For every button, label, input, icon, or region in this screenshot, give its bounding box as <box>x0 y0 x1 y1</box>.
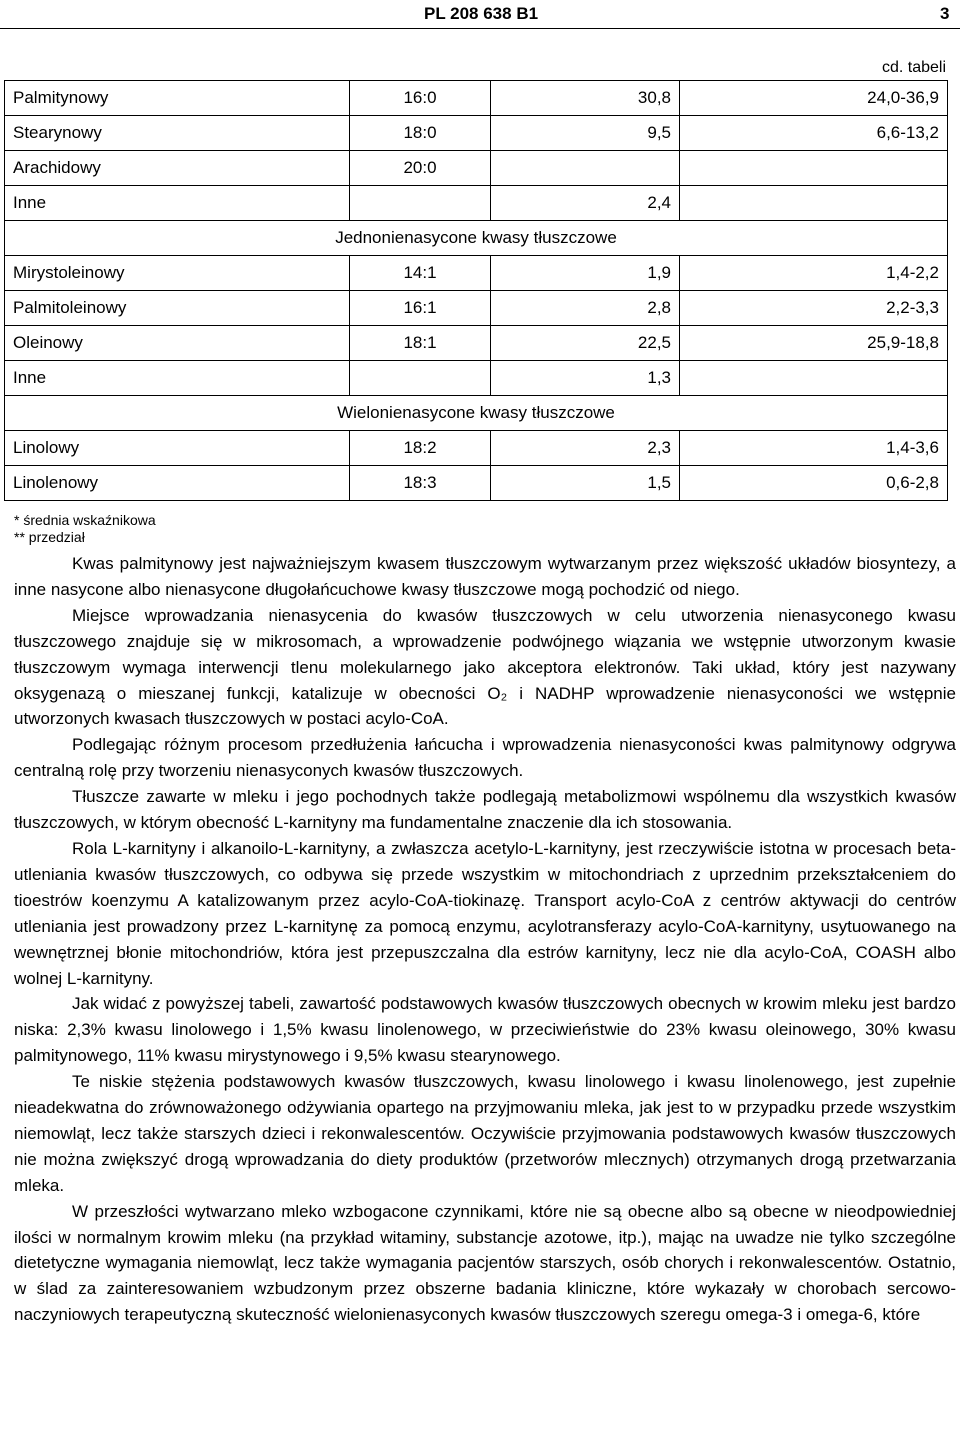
acid-name-cell: Palmitynowy <box>5 81 350 116</box>
section-label: Jednonienasycone kwasy tłuszczowe <box>5 221 948 256</box>
mean-value-cell: 2,4 <box>491 186 680 221</box>
carbon-code-cell: 18:3 <box>349 466 490 501</box>
acid-name-cell: Stearynowy <box>5 116 350 151</box>
acid-name-cell: Oleinowy <box>5 326 350 361</box>
mean-value-cell: 1,9 <box>491 256 680 291</box>
acid-name-cell: Palmitoleinowy <box>5 291 350 326</box>
acid-name-cell: Inne <box>5 361 350 396</box>
mean-value-cell: 2,3 <box>491 431 680 466</box>
paragraph: Te niskie stężenia podstawowych kwasów tłuszczowych, kwasu linolowego i kwasu linolenowego, jest zupełnie nieadekwatna do zrównoważonego odżywiania opartego na przyjmowaniu mleka, jak jest to w przypadku przede wszystkim niemowląt, lecz także starszych dzieci i rekonwalescentów. Oczywiście przyjmowania podstawowych kwasów tłuszczowych nie można zwiększyć drogą wprowadzania do diety produktów (przetworów mlecznych) otrzymanych drogą przetwarzania mleka. <box>14 1072 956 1195</box>
range-cell: 1,4-2,2 <box>680 256 948 291</box>
acid-name-cell: Inne <box>5 186 350 221</box>
paragraph: Rola L-karnityny i alkanoilo-L-karnityny, a zwłaszcza acetylo-L-karnityny, jest rzeczywiście istotna w procesach beta-utleniania kwasów tłuszczowych, co odbywa się przede wszystkim w mitochondriach z uprzednim przekształceniem do tioestrów koenzymu A katalizowanym przez acylo-CoA-tiokinazę. Transport acylo-CoA z centrów aktywacji do centrów utleniania jest prowadzony przez L-karnitynę za pomocą enzymu, acylotransferazy acylo-CoA-karnityny, usytuowanego na wewnętrznej błonie mitochondriów, która jest przepuszczalna dla estrów karnityny, lecz nie dla acylo-CoA, COASH albo wolnej L-karnityny. <box>14 838 956 988</box>
acid-name-cell: Linolowy <box>5 431 350 466</box>
acid-name-cell: Mirystoleinowy <box>5 256 350 291</box>
footnote-average: * średnia wskaźnikowa <box>14 512 156 528</box>
mean-value-cell: 1,5 <box>491 466 680 501</box>
range-cell <box>680 361 948 396</box>
patent-number: PL 208 638 B1 <box>424 4 539 23</box>
carbon-code-cell: 18:1 <box>349 326 490 361</box>
paragraph: Miejsce wprowadzania nienasycenia do kwasów tłuszczowych w celu utworzenia nienasyconego kwasu tłuszczowego znajduje się w mikrosomach, a wprowadzenie podwójnego wiązania we wstępnie utworzonym kwasie tłuszczowym wymaga interwencji tlenu molekularnego jako akceptora elektronów. Taki układ, który jest nazywany oksygenazą o mieszanej funkcji, katalizuje w obecności O₂ i NADHP wprowadzenie nienasyconości we wstępnie utworzonych kwasach tłuszczowych w postaci acylo-CoA. <box>14 605 956 729</box>
carbon-code-cell: 18:0 <box>349 116 490 151</box>
carbon-code-cell: 16:0 <box>349 81 490 116</box>
mean-value-cell: 2,8 <box>491 291 680 326</box>
carbon-code-cell: 18:2 <box>349 431 490 466</box>
range-cell: 0,6-2,8 <box>680 466 948 501</box>
paragraph: Podlegając różnym procesom przedłużenia łańcucha i wprowadzenia nienasyconości kwas palmitynowy odgrywa centralną rolę przy tworzeniu nienasyconych kwasów tłuszczowych. <box>14 735 956 781</box>
table-continuation-label: cd. tabeli <box>881 59 946 76</box>
paragraph: W przeszłości wytwarzano mleko wzbogacone czynnikami, które nie są obecne albo są obecne w nieodpowiedniej ilości w normalnym krowim mleku (na przykład witaminy, substancje azotowe, itp.), mając na uwadze nie tylko szczególne dietetyczne wymagania niemowląt, lecz także wymagania pacjentów starszych, osób chorych i rekonwalescentów. Ostatnio, w ślad za zainteresowaniem wzbudzonym przez obszerne badania kliniczne, które wykazały w chorobach sercowo-naczyniowych terapeutyczną skuteczność wielonienasyconych kwasów tłuszczowych szeregu omega-3 i omega-6, które <box>14 1201 956 1325</box>
mean-value-cell: 22,5 <box>491 326 680 361</box>
range-cell: 6,6-13,2 <box>680 116 948 151</box>
paragraph: Tłuszcze zawarte w mleku i jego pochodnych także podlegają metabolizmowi wspólnemu dla wszystkich kwasów tłuszczowych, w którym obecność L-karnityny ma fundamentalne znaczenie dla ich stosowania. <box>14 787 956 833</box>
range-cell <box>680 151 948 186</box>
table-row <box>5 466 948 501</box>
range-cell: 25,9-18,8 <box>680 326 948 361</box>
table-row <box>5 431 948 466</box>
carbon-code-cell: 14:1 <box>349 256 490 291</box>
range-cell <box>680 186 948 221</box>
fatty-acid-table <box>4 80 948 501</box>
range-cell: 2,2-3,3 <box>680 291 948 326</box>
page-number: 3 <box>940 4 950 23</box>
table-row <box>5 361 948 396</box>
body-text <box>14 551 956 1328</box>
acid-name-cell: Arachidowy <box>5 151 350 186</box>
range-cell: 1,4-3,6 <box>680 431 948 466</box>
table-section-row <box>5 221 948 256</box>
carbon-code-cell: 16:1 <box>349 291 490 326</box>
mean-value-cell: 30,8 <box>491 81 680 116</box>
footnote-range: ** przedział <box>14 529 85 545</box>
mean-value-cell: 9,5 <box>491 116 680 151</box>
table-row <box>5 116 948 151</box>
carbon-code-cell <box>349 186 490 221</box>
acid-name-cell: Linolenowy <box>5 466 350 501</box>
table-row <box>5 186 948 221</box>
section-label: Wielonienasycone kwasy tłuszczowe <box>5 396 948 431</box>
table-row <box>5 81 948 116</box>
carbon-code-cell: 20:0 <box>349 151 490 186</box>
table-row <box>5 151 948 186</box>
paragraph: Kwas palmitynowy jest najważniejszym kwasem tłuszczowym wytwarzanym przez większość układów biosyntezy, a inne nasycone albo nienasycone długołańcuchowe kwasy tłuszczowe mogą pochodzić od niego. <box>14 554 956 599</box>
header-rule <box>0 28 960 29</box>
range-cell: 24,0-36,9 <box>680 81 948 116</box>
table-row <box>5 256 948 291</box>
table-section-row <box>5 396 948 431</box>
table-row <box>5 291 948 326</box>
mean-value-cell <box>491 151 680 186</box>
paragraph: Jak widać z powyższej tabeli, zawartość podstawowych kwasów tłuszczowych obecnych w krowim mleku jest bardzo niska: 2,3% kwasu linolowego i 1,5% kwasu linolenowego, w przeciwieństwie do 23% kwasu oleinowego, 30% kwasu palmitynowego, 11% kwasu mirystynowego i 9,5% kwasu stearynowego. <box>14 994 956 1066</box>
mean-value-cell: 1,3 <box>491 361 680 396</box>
carbon-code-cell <box>349 361 490 396</box>
table-row <box>5 326 948 361</box>
page-header <box>0 0 960 30</box>
